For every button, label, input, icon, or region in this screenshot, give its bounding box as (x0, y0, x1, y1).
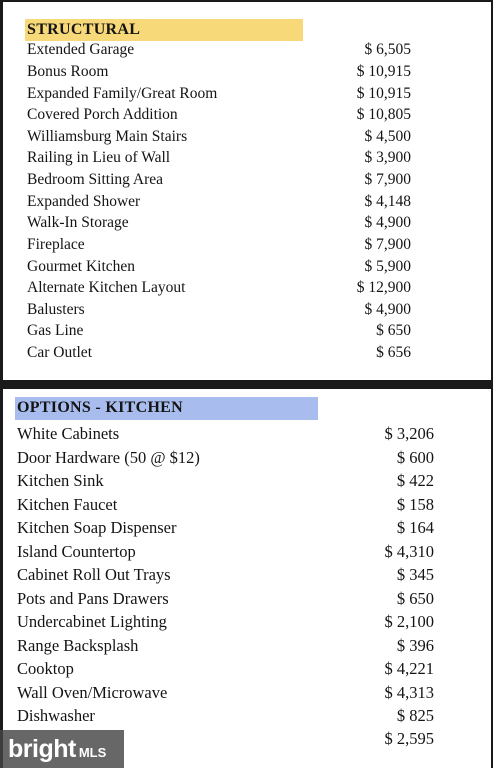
item-label: Kitchen Faucet (17, 495, 118, 514)
item-price: $ 158 (396, 495, 434, 514)
list-item (3, 128, 491, 148)
item-label: Fireplace (27, 236, 85, 253)
list-item (3, 518, 491, 538)
kitchen-header: OPTIONS - KITCHEN (15, 397, 318, 420)
item-price: $ 656 (376, 344, 411, 361)
item-label: Extended Garage (27, 41, 135, 58)
item-price: $ 4,221 (384, 659, 434, 678)
item-price: $ 10,805 (356, 106, 411, 123)
list-item (3, 612, 491, 632)
item-price: $ 2,595 (384, 729, 434, 748)
item-label: Cooktop (17, 659, 74, 678)
list-item (3, 149, 491, 169)
item-price: $ 4,313 (384, 683, 434, 702)
item-label: Williamsburg Main Stairs (27, 128, 188, 145)
list-item (3, 636, 491, 656)
item-price: $ 4,310 (384, 542, 434, 561)
item-price: $ 12,900 (356, 279, 411, 296)
item-price: $ 650 (376, 322, 411, 339)
list-item (3, 236, 491, 256)
list-item (3, 171, 491, 191)
item-label: Car Outlet (27, 344, 92, 361)
item-label: Island Countertop (17, 542, 136, 561)
item-label: Walk-In Storage (27, 214, 129, 231)
item-label: Pots and Pans Drawers (17, 589, 169, 608)
item-price: $ 4,900 (364, 214, 411, 231)
list-item (3, 279, 491, 299)
item-price: $ 3,206 (384, 424, 434, 443)
item-label: Expanded Family/Great Room (27, 85, 218, 102)
item-price: $ 10,915 (356, 63, 411, 80)
item-price: $ 10,915 (356, 85, 411, 102)
watermark-suffix: MLS (78, 744, 107, 760)
item-price: $ 7,900 (364, 236, 411, 253)
item-label: Bedroom Sitting Area (27, 171, 164, 188)
item-price: $ 600 (396, 448, 434, 467)
item-price: $ 650 (396, 589, 434, 608)
list-item (3, 85, 491, 105)
watermark-brand: bright (8, 734, 76, 763)
item-label: Railing in Lieu of Wall (27, 149, 171, 166)
item-label: Cabinet Roll Out Trays (17, 565, 171, 584)
list-item (3, 542, 491, 562)
item-label: Expanded Shower (27, 193, 141, 210)
list-item (3, 589, 491, 609)
list-item (3, 258, 491, 278)
bright-mls-watermark (0, 730, 124, 768)
list-item (3, 41, 491, 61)
list-item (3, 471, 491, 491)
item-label: Range Backsplash (17, 636, 139, 655)
item-price: $ 6,505 (364, 41, 411, 58)
list-item (3, 424, 491, 444)
item-label: Alternate Kitchen Layout (27, 279, 186, 296)
list-item (3, 683, 491, 703)
list-item (3, 301, 491, 321)
list-item (3, 193, 491, 213)
item-label: Dishwasher (17, 706, 95, 725)
item-price: $ 7,900 (364, 171, 411, 188)
item-label: Door Hardware (50 @ $12) (17, 448, 200, 467)
item-price: $ 164 (396, 518, 434, 537)
item-price: $ 2,100 (384, 612, 434, 631)
item-label: Wall Oven/Microwave (17, 683, 168, 702)
structural-header: STRUCTURAL (25, 19, 303, 41)
item-price: $ 422 (396, 471, 434, 490)
item-price: $ 3,900 (364, 149, 411, 166)
list-item (3, 565, 491, 585)
list-item (3, 63, 491, 83)
list-item (3, 706, 491, 726)
item-label: Gourmet Kitchen (27, 258, 136, 275)
item-label: Gas Line (27, 322, 84, 339)
item-label: Balusters (27, 301, 85, 318)
item-price: $ 825 (396, 706, 434, 725)
item-label: White Cabinets (17, 424, 120, 443)
structural-panel (3, 2, 491, 380)
item-price: $ 5,900 (364, 258, 411, 275)
list-item (3, 448, 491, 468)
item-price: $ 4,500 (364, 128, 411, 145)
item-price: $ 4,148 (364, 193, 411, 210)
list-item (3, 214, 491, 234)
item-price: $ 396 (396, 636, 434, 655)
list-item (3, 322, 491, 342)
item-price: $ 345 (396, 565, 434, 584)
kitchen-panel (3, 389, 491, 768)
item-label: Undercabinet Lighting (17, 612, 167, 631)
item-label: Kitchen Sink (17, 471, 104, 490)
list-item (3, 495, 491, 515)
item-price: $ 4,900 (364, 301, 411, 318)
list-item (3, 344, 491, 364)
list-item (3, 106, 491, 126)
item-label: Covered Porch Addition (27, 106, 178, 123)
list-item (3, 659, 491, 679)
item-label: Bonus Room (27, 63, 109, 80)
item-label: Kitchen Soap Dispenser (17, 518, 177, 537)
